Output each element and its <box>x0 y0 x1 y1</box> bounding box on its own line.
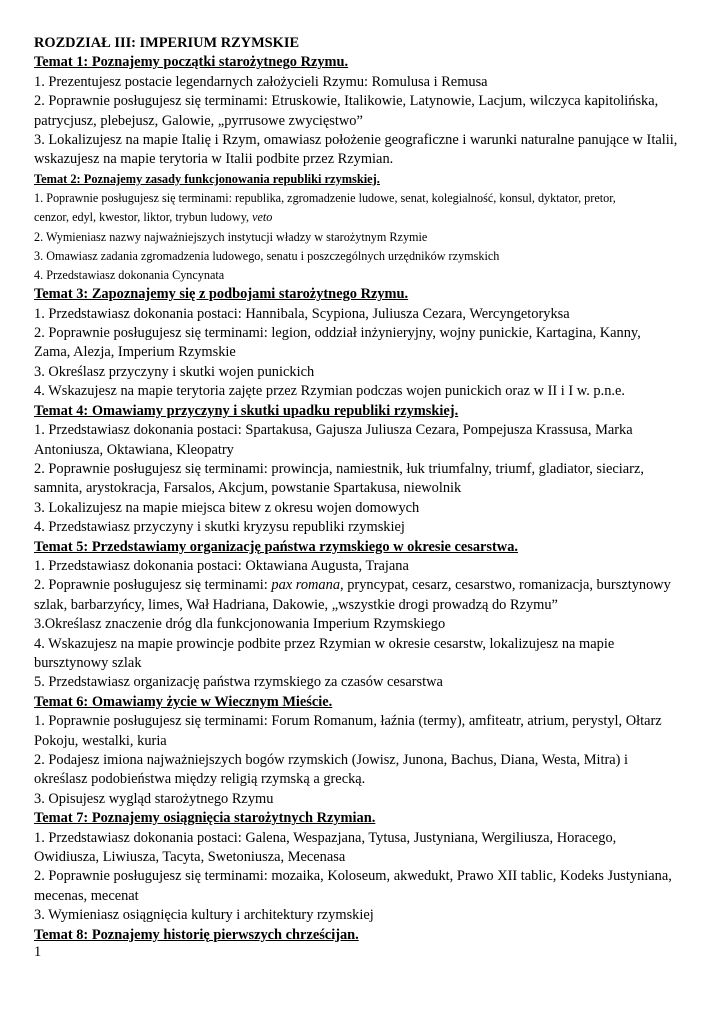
text-segment: 3. Omawiasz zadania zgromadzenia ludowego, senatu i poszczególnych urzędników rzymskich <box>34 248 500 263</box>
text-line <box>34 867 694 886</box>
document-body <box>34 34 694 945</box>
text-line <box>34 92 694 111</box>
text-line <box>34 906 694 925</box>
text-segment: , pryncypat, cesarz, cesarstwo, romanizacja, bursztynowy <box>340 577 671 594</box>
text-segment: 2. Poprawnie posługujesz się terminami: prowincja, namiestnik, łuk triumfalny, triumf, gladiator, sieciarz, <box>34 460 644 477</box>
text-line <box>34 673 694 692</box>
text-line <box>34 576 694 595</box>
text-segment: Temat 4: Omawiamy przyczyny i skutki upadku republiki rzymskiej. <box>34 402 459 419</box>
text-segment: patrycjusz, plebejusz, Galowie, „pyrrusowe zwycięstwo” <box>34 112 363 129</box>
text-line <box>34 615 694 634</box>
text-segment: 3. Lokalizujesz na mapie miejsca bitew z okresu wojen domowych <box>34 499 420 516</box>
text-line <box>34 208 694 227</box>
text-segment: 4. Przedstawiasz przyczyny i skutki kryzysu republiki rzymskiej <box>34 519 405 536</box>
text-line <box>34 770 694 789</box>
text-segment: 5. Przedstawiasz organizację państwa rzymskiego za czasów cesarstwa <box>34 674 443 691</box>
italic-term: pax romana <box>271 577 341 594</box>
text-line <box>34 247 694 266</box>
topic-heading <box>34 809 694 828</box>
topic-heading <box>34 693 694 712</box>
text-segment: 4. Wskazujesz na mapie terytoria zajęte przez Rzymian podczas wojen punickich oraz w II i I w. p.n.e. <box>34 383 625 400</box>
text-segment: 2. Wymieniasz nazwy najważniejszych instytucji władzy w starożytnym Rzymie <box>34 229 428 244</box>
text-segment: Antoniusza, Oktawiana, Kleopatry <box>34 441 234 458</box>
text-segment: 3. Określasz przyczyny i skutki wojen punickich <box>34 363 315 380</box>
text-segment: 2. Poprawnie posługujesz się terminami: Etruskowie, Italikowie, Latynowie, Lacjum, wilczyca kapitolińska, <box>34 93 659 110</box>
text-segment: Temat 8: Poznajemy historię pierwszych chrześcijan. <box>34 926 359 943</box>
text-line <box>34 441 694 460</box>
text-segment: 1. Przedstawiasz dokonania postaci: Spartakusa, Gajusza Juliusza Cezara, Pompejusza Krassusa, Marka <box>34 422 633 439</box>
text-line <box>34 73 694 92</box>
text-line <box>34 732 694 751</box>
text-segment: 2. Poprawnie posługujesz się terminami: legion, oddział inżynieryjny, wojny punickie, Kartagina, Kanny, <box>34 325 641 342</box>
text-line <box>34 557 694 576</box>
topic-heading <box>34 53 694 72</box>
text-segment: 1. Prezentujesz postacie legendarnych założycieli Rzymu: Romulusa i Remusa <box>34 73 488 90</box>
text-segment: Owidiusza, Liwiusza, Tacyta, Swetoniusza, Mecenasa <box>34 849 346 866</box>
text-line <box>34 305 694 324</box>
page-title: ROZDZIAŁ III: IMPERIUM RZYMSKIE <box>34 35 300 51</box>
text-segment: Temat 2: Poznajemy zasady funkcjonowania republiki rzymskiej. <box>34 171 380 186</box>
text-line <box>34 518 694 537</box>
text-segment: samnita, arystokracja, Farsalos, Akcjum, powstanie Spartakusa, niewolnik <box>34 480 462 497</box>
text-line <box>34 343 694 362</box>
text-segment: 3. Opisujesz wygląd starożytnego Rzymu <box>34 790 274 807</box>
topic-heading <box>34 170 694 189</box>
text-line <box>34 382 694 401</box>
text-line <box>34 460 694 479</box>
text-line <box>34 150 694 169</box>
text-segment: 2. Podajesz imiona najważniejszych bogów rzymskich (Jowisz, Junona, Bachus, Diana, Westa, Mitra) i <box>34 752 629 769</box>
text-line <box>34 751 694 770</box>
text-line <box>34 112 694 131</box>
text-line <box>34 848 694 867</box>
text-line <box>34 189 694 208</box>
page-number: 1 <box>34 944 42 960</box>
text-line <box>34 499 694 518</box>
text-segment: 1. Przedstawiasz dokonania postaci: Galena, Wespazjana, Tytusa, Justyniana, Wergiliusza, Horacego, <box>34 829 617 846</box>
topic-heading <box>34 926 694 945</box>
text-segment: Temat 1: Poznajemy początki starożytnego Rzymu. <box>34 54 349 71</box>
topic-heading <box>34 538 694 557</box>
text-line <box>34 635 694 654</box>
text-segment: Temat 7: Poznajemy osiągnięcia starożytnych Rzymian. <box>34 810 376 827</box>
text-line <box>34 131 694 150</box>
text-line <box>34 266 694 285</box>
text-segment: Temat 5: Przedstawiamy organizację państwa rzymskiego w okresie cesarstwa. <box>34 538 518 555</box>
text-segment: 3. Wymieniasz osiągnięcia kultury i architektury rzymskiej <box>34 907 374 924</box>
text-segment: 4. Przedstawiasz dokonania Cyncynata <box>34 268 225 283</box>
topic-heading <box>34 402 694 421</box>
text-segment: mecenas, mecenat <box>34 887 139 904</box>
text-segment: 1. Poprawnie posługujesz się terminami: Forum Romanum, łaźnia (termy), amfiteatr, atrium, perystyl, Ołtarz <box>34 713 662 730</box>
text-line <box>34 324 694 343</box>
text-segment: 1. Poprawnie posługujesz się terminami: republika, zgromadzenie ludowe, senat, kolegialność, konsul, dyktator, pretor, <box>34 191 616 206</box>
text-segment: szlak, barbarzyńcy, limes, Wał Hadriana, Dakowie, „wszystkie drogi prowadzą do Rzymu” <box>34 596 558 613</box>
text-line <box>34 654 694 673</box>
text-segment: Zama, Alezja, Imperium Rzymskie <box>34 344 236 361</box>
text-line <box>34 887 694 906</box>
text-segment: 3.Określasz znaczenie dróg dla funkcjonowania Imperium Rzymskiego <box>34 616 446 633</box>
text-segment: określasz podobieństwa między religią rzymską a grecką. <box>34 771 366 788</box>
text-line <box>34 228 694 247</box>
text-line <box>34 479 694 498</box>
text-line <box>34 712 694 731</box>
text-segment: 3. Lokalizujesz na mapie Italię i Rzym, omawiasz położenie geograficzne i warunki naturalne panujące w Italii, <box>34 132 678 149</box>
text-segment: Temat 6: Omawiamy życie w Wiecznym Mieście. <box>34 693 333 710</box>
text-segment: cenzor, edyl, kwestor, liktor, trybun ludowy, <box>34 210 253 225</box>
text-segment: 2. Poprawnie posługujesz się terminami: mozaika, Koloseum, akwedukt, Prawo XII tablic, Kodeks Justyniana, <box>34 868 672 885</box>
text-line <box>34 596 694 615</box>
text-line <box>34 363 694 382</box>
text-line <box>34 421 694 440</box>
text-line <box>34 829 694 848</box>
text-segment: 2. Poprawnie posługujesz się terminami: <box>34 577 272 594</box>
text-segment: 4. Wskazujesz na mapie prowincje podbite przez Rzymian w okresie cesarstw, lokalizujesz na mapie <box>34 635 615 652</box>
text-segment: 1. Przedstawiasz dokonania postaci: Hannibala, Scypiona, Juliusza Cezara, Wercyngetoryksa <box>34 305 570 322</box>
text-segment: bursztynowy szlak <box>34 654 142 671</box>
text-line <box>34 790 694 809</box>
text-segment: Temat 3: Zapoznajemy się z podbojami starożytnego Rzymu. <box>34 286 409 303</box>
text-segment: Pokoju, westalki, kuria <box>34 732 167 749</box>
italic-term: veto <box>252 210 273 225</box>
topic-heading <box>34 285 694 304</box>
text-segment: 1. Przedstawiasz dokonania postaci: Oktawiana Augusta, Trajana <box>34 557 409 574</box>
text-segment: wskazujesz na mapie terytoria w Italii podbite przez Rzymian. <box>34 151 394 168</box>
